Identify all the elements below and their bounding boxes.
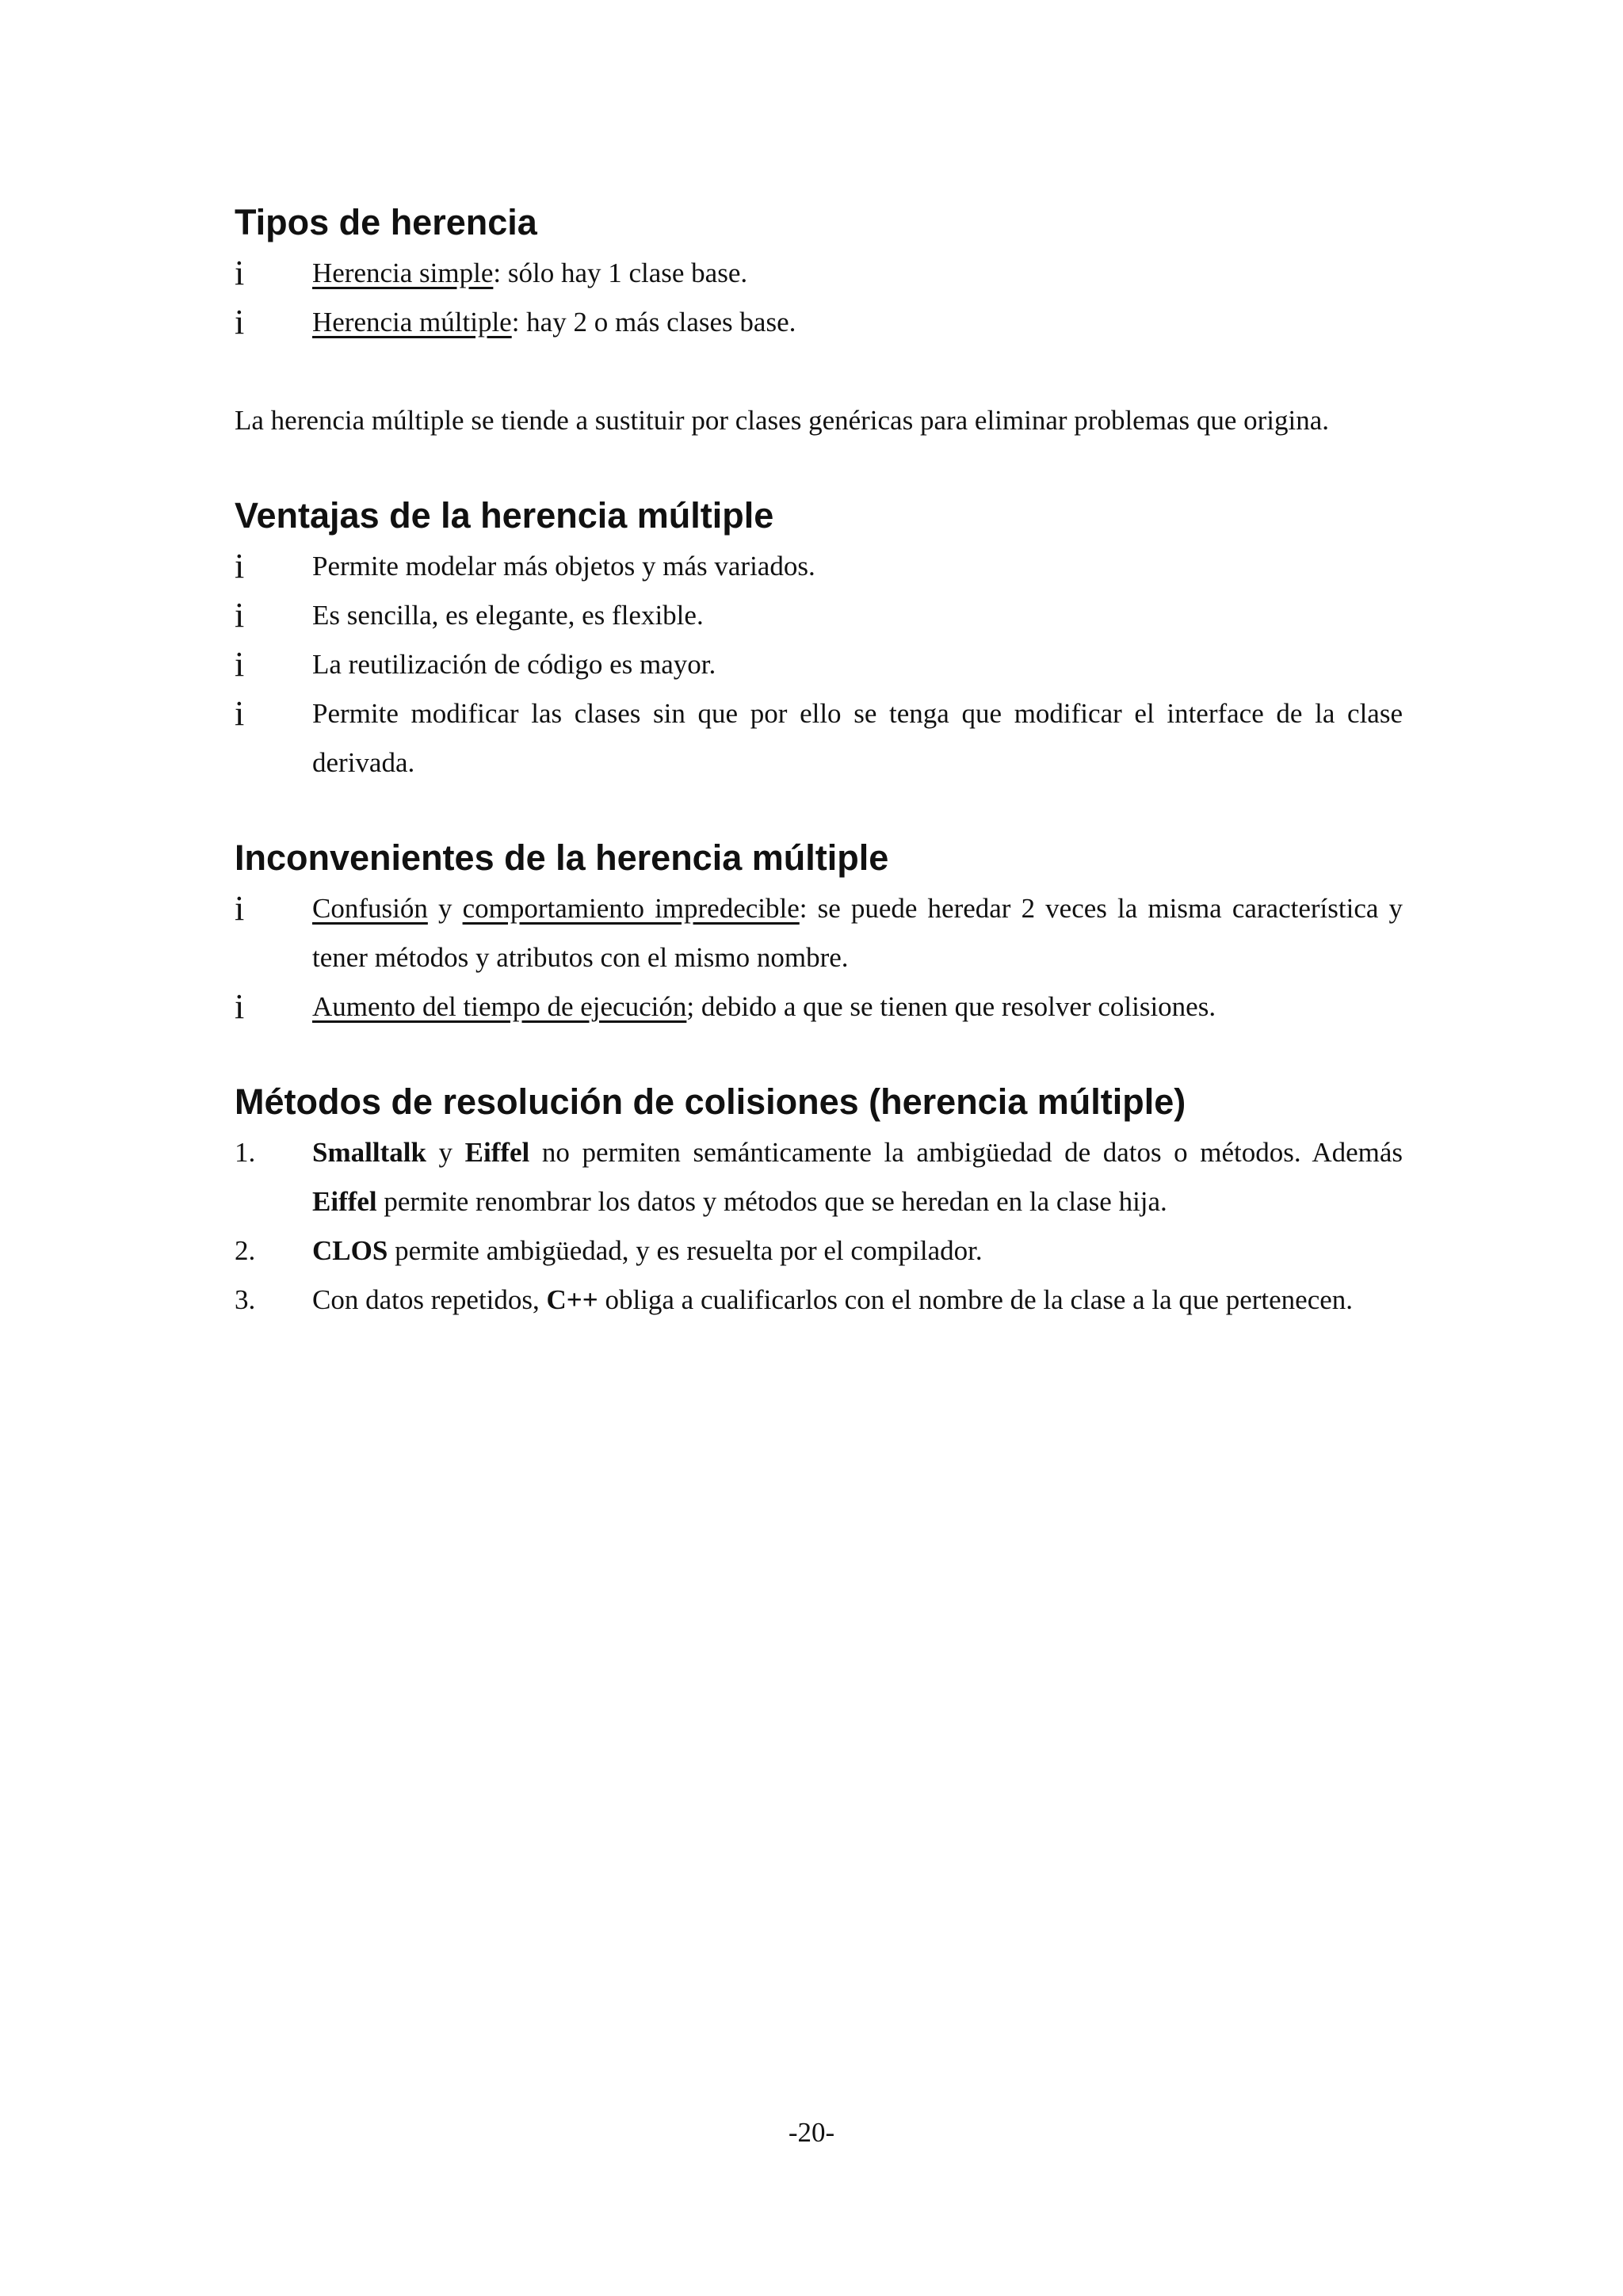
lang-cpp: C++ — [546, 1284, 598, 1315]
bullet-marker: i — [235, 254, 245, 292]
page-number: -20- — [788, 2117, 835, 2148]
list-item — [235, 249, 1403, 298]
item-text: : sólo hay 1 clase base. — [493, 257, 748, 288]
bullet-marker: i — [235, 694, 245, 733]
bullet-marker: i — [235, 303, 245, 341]
lang-smalltalk: Smalltalk — [312, 1137, 426, 1168]
bullet-marker: i — [235, 645, 245, 684]
lang-clos: CLOS — [312, 1235, 388, 1266]
item-text: La reutilización de código es mayor. — [312, 649, 716, 680]
item-text: ; debido a que se tienen que resolver colisiones. — [686, 991, 1216, 1022]
numbered-item: 2. CLOS permite ambigüedad, y es resuelta por el compilador. — [235, 1226, 1403, 1276]
list-item — [235, 542, 1403, 591]
numbered-item: 1. Smalltalk y Eiffel no permiten semánticamente la ambigüedad de datos o métodos. Además Eiffel permite renombrar los datos y métodos que se heredan en la clase hija. — [235, 1128, 1403, 1226]
list-item — [235, 298, 1403, 347]
term-aumento-tiempo-ejecucion: Aumento del tiempo de ejecución — [312, 991, 687, 1022]
item-number: 3. — [235, 1284, 256, 1315]
bullet-marker: i — [235, 547, 245, 585]
list-item — [235, 591, 1403, 640]
bullet-marker: i — [235, 889, 245, 928]
section-heading: Métodos de resolución de colisiones (herencia múltiple) — [235, 1081, 1186, 1122]
item-text: Es sencilla, es elegante, es flexible. — [312, 600, 704, 631]
lang-eiffel: Eiffel — [312, 1186, 377, 1217]
list-item — [235, 640, 1403, 689]
item-text: Permite modelar más objetos y más variados. — [312, 551, 815, 582]
item-number: 2. — [235, 1235, 256, 1266]
item-text: : se puede heredar 2 veces la misma característica y tener métodos y atributos con el mismo nombre. — [312, 893, 1403, 973]
section-metodos-resolucion — [235, 1077, 1403, 1325]
section-ventajas — [235, 491, 1403, 788]
item-number: 1. — [235, 1137, 256, 1168]
list-item — [235, 982, 1403, 1032]
section-inconvenientes — [235, 833, 1403, 1032]
term-confusion: Confusión — [312, 893, 428, 924]
section-heading: Ventajas de la herencia múltiple — [235, 495, 774, 536]
document-body — [235, 198, 1403, 1325]
bullet-marker: i — [235, 596, 245, 635]
item-text: : hay 2 o más clases base. — [511, 307, 796, 338]
lang-eiffel: Eiffel — [464, 1137, 530, 1168]
bullet-marker: i — [235, 987, 245, 1026]
section-heading: Tipos de herencia — [235, 202, 537, 242]
numbered-item: 3. Con datos repetidos, C++ obliga a cualificarlos con el nombre de la clase a la que pertenecen. — [235, 1276, 1403, 1325]
section-heading: Inconvenientes de la herencia múltiple — [235, 837, 889, 878]
item-text: Permite modificar las clases sin que por ello se tenga que modificar el interface de la clase derivada. — [312, 698, 1403, 778]
list-item: i Confusión y comportamiento impredecible: se puede heredar 2 veces la misma característica y tener métodos y atributos con el mismo nombre. — [235, 884, 1403, 982]
list-item — [235, 689, 1403, 788]
term-herencia-multiple: Herencia múltiple — [312, 307, 512, 338]
section-tipos-de-herencia — [235, 198, 1403, 445]
term-comportamiento-impredecible: comportamiento impredecible — [462, 893, 800, 924]
paragraph: La herencia múltiple se tiende a sustituir por clases genéricas para eliminar problemas que origina. — [235, 405, 1330, 436]
term-herencia-simple: Herencia simple — [312, 257, 494, 288]
